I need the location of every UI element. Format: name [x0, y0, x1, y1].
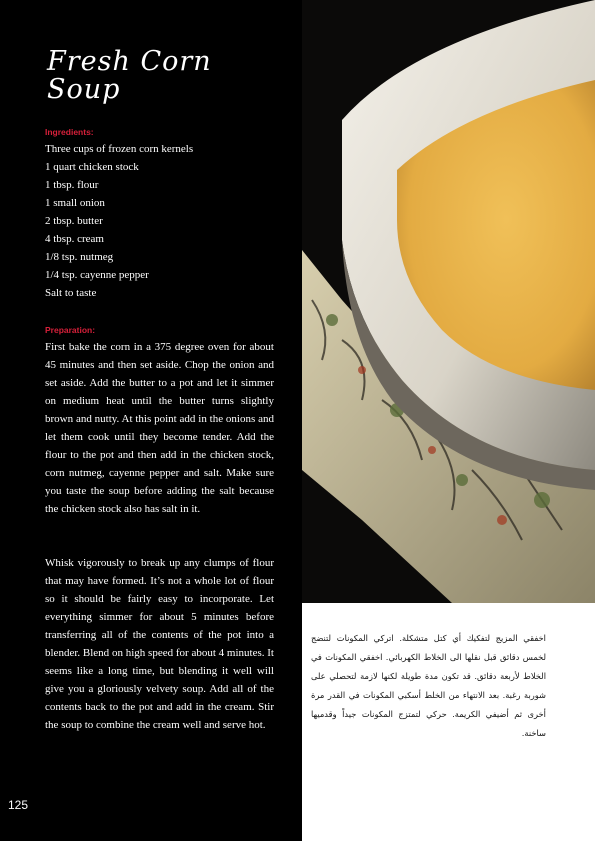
page-number: 125 — [8, 798, 29, 812]
ingredient-item: Three cups of frozen corn kernels — [45, 143, 194, 155]
recipe-title-line1: Fresh Corn — [47, 46, 212, 77]
ingredients-heading: Ingredients: — [45, 127, 94, 137]
ingredient-item: 1 quart chicken stock — [45, 161, 139, 173]
recipe-title — [47, 48, 287, 104]
preparation-paragraph-2: Whisk vigorously to break up any clumps of flour that may have formed. It’s not a whole lot of flour so it should be fairly easy to incorporate. Let everything simmer for about 5 minutes before transferring all of the contents of the pot into a blender. Blend on high speed for about 4 minutes. It seems like a long time, but blending it well will give you a gloriously velvety soup. Add all of the contents back to the pot and add in the cream. Stir the soup to combine the cream well and serve hot. — [45, 557, 274, 731]
ingredient-item: 1 small onion — [45, 197, 105, 209]
ingredient-item: 1/4 tsp. cayenne pepper — [45, 269, 149, 281]
arabic-preparation-text: اخفقي المزيج لتفكيك أي كتل متشكلة. اتركي المكونات لتنضج لخمس دقائق قبل نقلها الى الخلاط الكهربائي. اخفقي المكونات في الخلاط لأربعة دقائق. قد تكون مدة طويلة لكنها لازمة لتحصلي على شوربة رغبة. بعد الانتهاء من الخلط أسكبي المكونات في القدر مرة أخرى ثم أضيفي الكريمة. حركي لتمتزج المكونات جيداً وقدميها ساخنة. — [311, 633, 546, 738]
preparation-paragraph-1: First bake the corn in a 375 degree oven for about 45 minutes and then set aside. Chop the onion and set aside. Add the butter to a pot and let it simmer on medium heat until the butter turns slightly brown and nutty. At this point add in the onions and let them cook until they become tender. Add the flour to the pot and then add in the chicken stock, corn nutmeg, cayenne pepper and salt. Make sure you taste the soup before adding the salt because the chicken stock also has salt in it. — [45, 341, 274, 515]
ingredients-list — [45, 140, 193, 302]
ingredient-item: 2 tbsp. butter — [45, 215, 103, 227]
ingredient-item: 4 tbsp. cream — [45, 233, 104, 245]
recipe-title-line2: Soup — [47, 74, 121, 105]
ingredient-item: 1/8 tsp. nutmeg — [45, 251, 114, 263]
ingredient-item: Salt to taste — [45, 287, 97, 299]
soup-bowl-illustration — [302, 0, 595, 603]
ingredient-item: 1 tbsp. flour — [45, 179, 99, 191]
preparation-heading: Preparation: — [45, 325, 96, 335]
soup-photo — [302, 0, 595, 603]
